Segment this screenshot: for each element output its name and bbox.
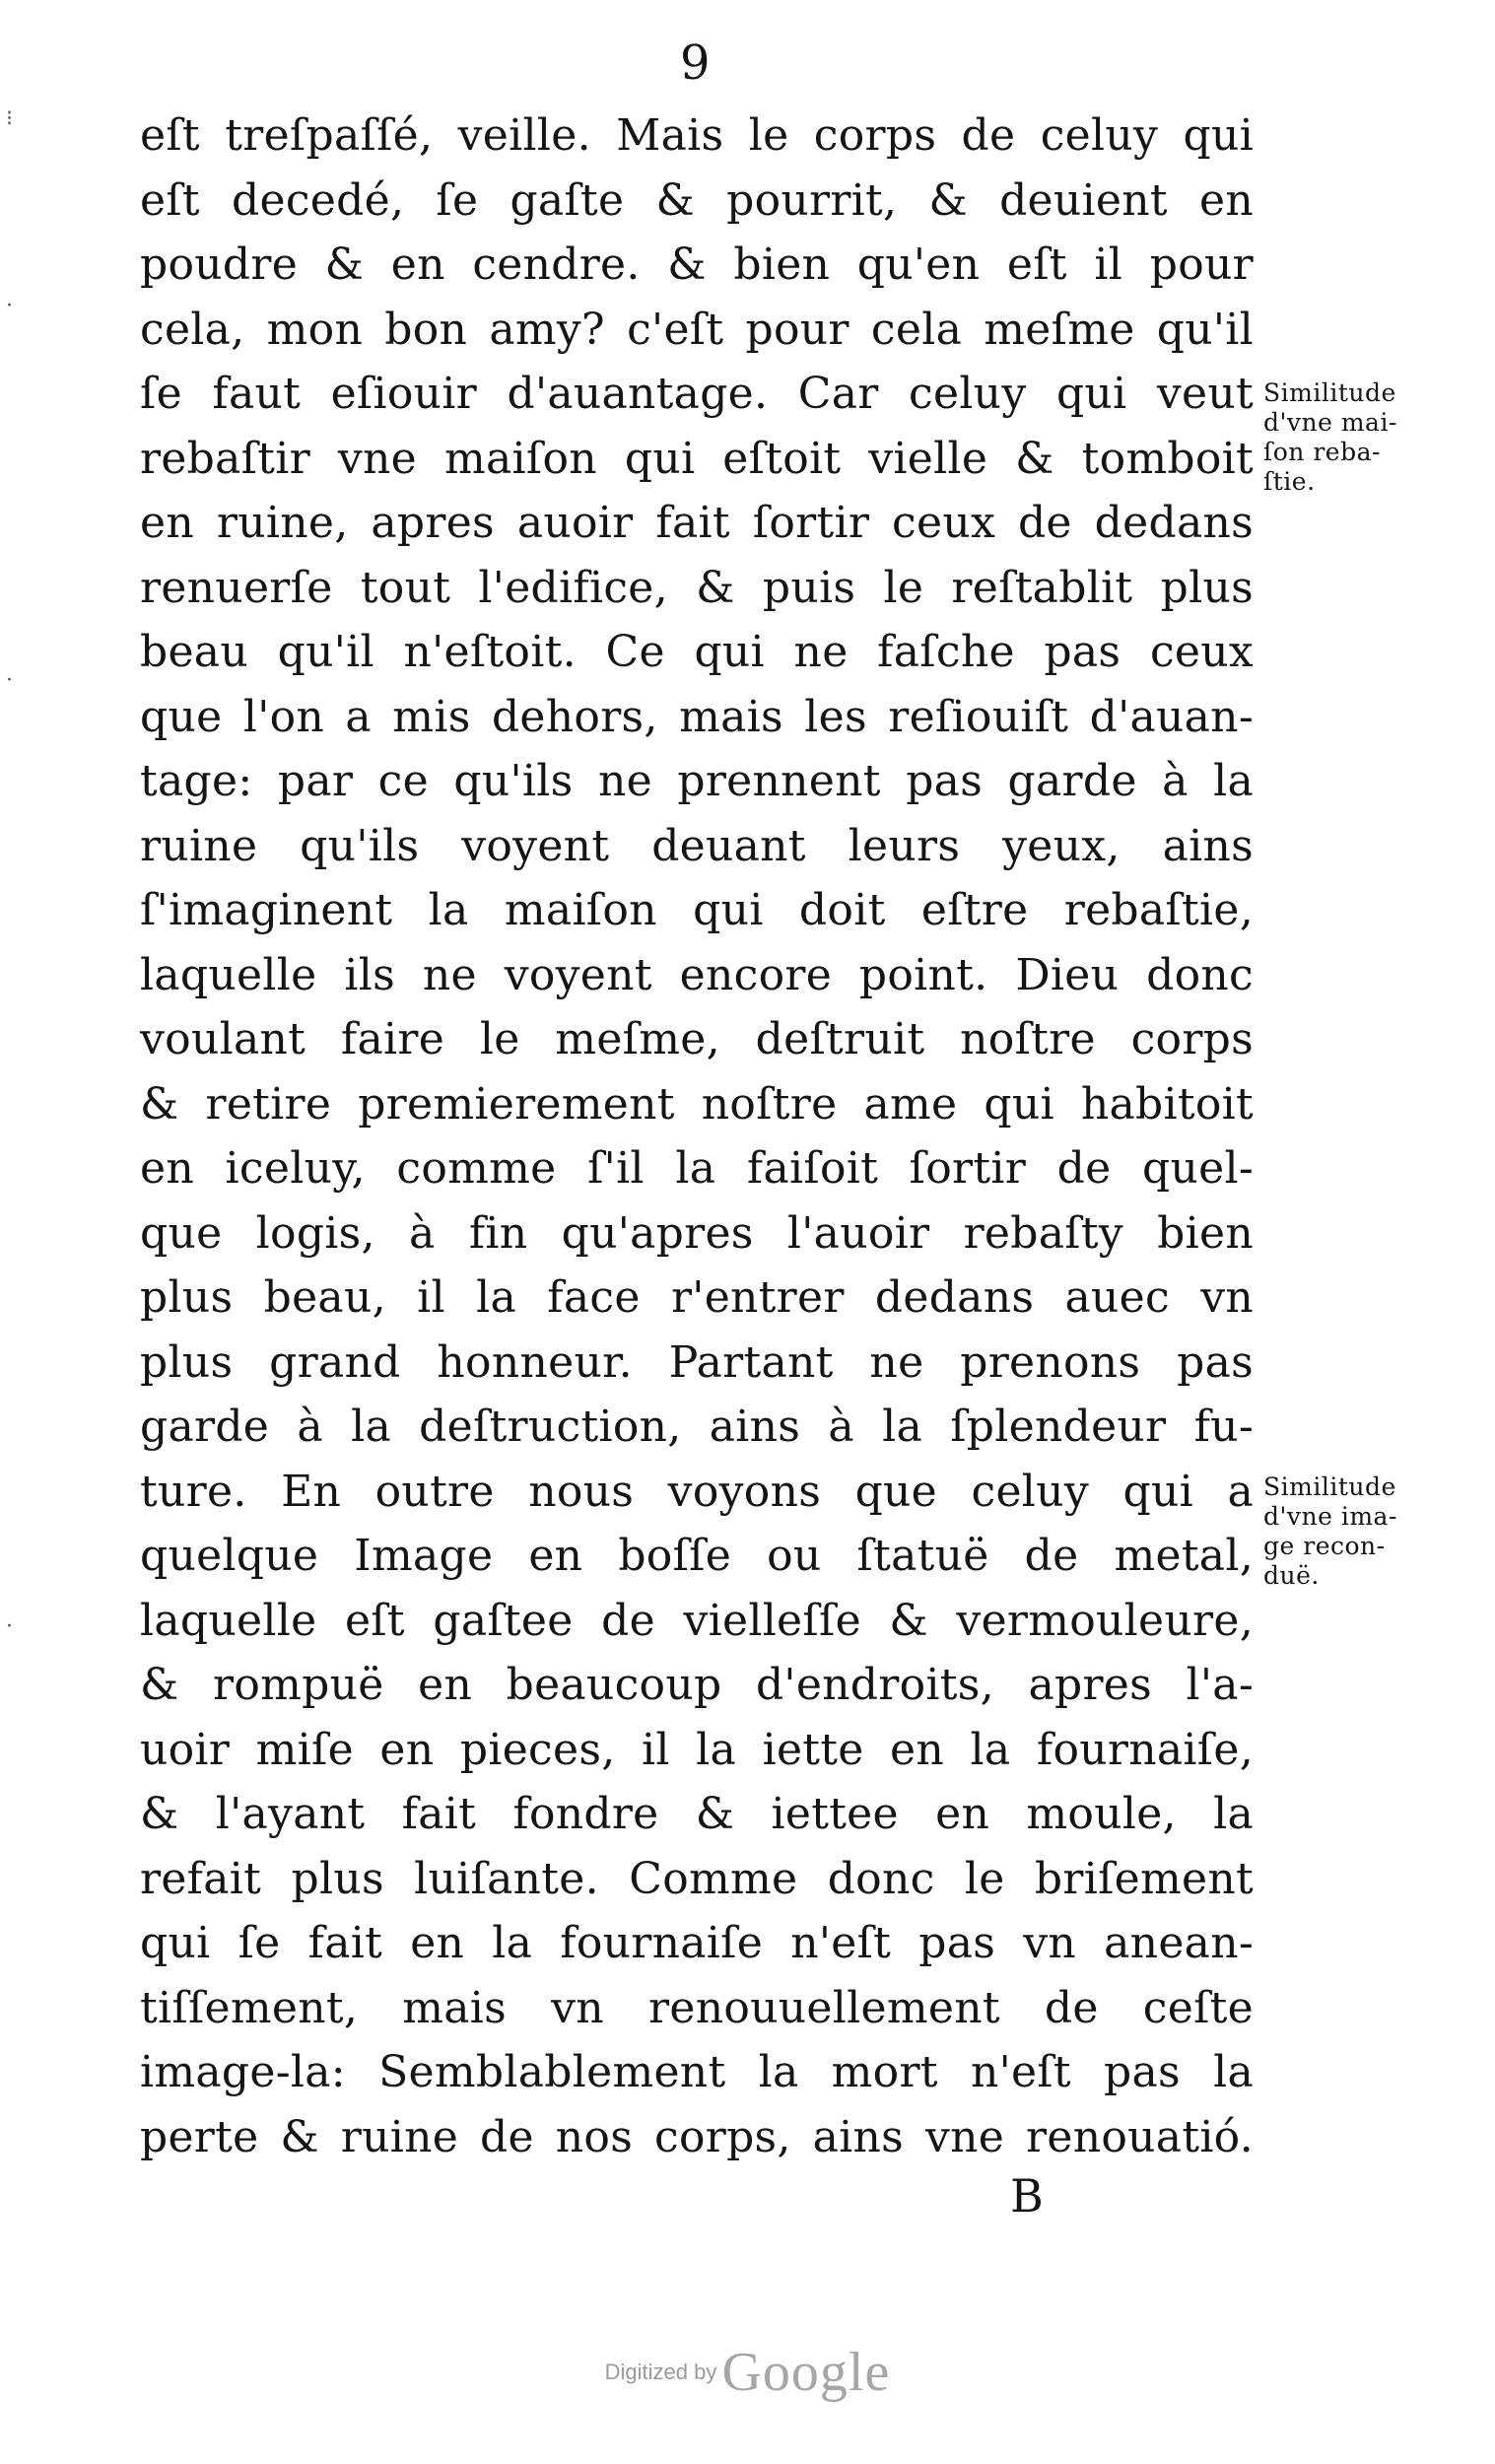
text-line: laquelle ils ne voyent encore point. Dieu donc xyxy=(140,949,1254,1000)
left-margin-speck: · xyxy=(6,668,13,693)
text-line: laquelle eſt gaſtee de vielleſſe & vermouleure, xyxy=(140,1595,1254,1646)
text-line: eſt treſpaſſé, veille. Mais le corps de celuy qui xyxy=(140,110,1254,161)
digitization-watermark xyxy=(0,2341,1495,2404)
text-line: eſt decedé, ſe gaſte & pourrit, & deuient en xyxy=(140,174,1254,226)
margin-note-line: d'vne mai- xyxy=(1263,408,1397,437)
page-number: 9 xyxy=(680,35,711,91)
text-line: cela, mon bon amy? c'eſt pour cela meſme qu'il xyxy=(140,304,1254,355)
text-line: tiſſement, mais vn renouuellement de ceſte xyxy=(140,1982,1254,2033)
text-line: en ruine, apres auoir fait ſortir ceux de dedans xyxy=(140,498,1254,548)
margin-note-house-simile xyxy=(1263,378,1480,497)
text-line: refait plus luiſante. Comme donc le briſement xyxy=(140,1853,1254,1904)
signature-mark: B xyxy=(1010,2169,1044,2223)
main-text-block xyxy=(140,103,1254,2169)
google-logo: Google xyxy=(721,2342,891,2403)
text-line: quelque Image en boſſe ou ſtatuë de metal, xyxy=(140,1531,1254,1581)
text-line: ruine qu'ils voyent deuant leurs yeux, ains xyxy=(140,820,1254,871)
margin-note-line: ge recon- xyxy=(1263,1532,1386,1560)
text-line: qui ſe fait en la fournaiſe n'eſt pas vn anean- xyxy=(140,1918,1254,1968)
digitized-label: Digitized by xyxy=(604,2360,717,2384)
text-line: garde à la deſtruction, ains à la ſplendeur fu- xyxy=(140,1402,1254,1452)
margin-note-line: duë. xyxy=(1263,1561,1320,1590)
text-line: & retire premierement noſtre ame qui habitoit xyxy=(140,1078,1254,1129)
text-line: plus beau, il la face r'entrer dedans auec vn xyxy=(140,1272,1254,1323)
text-line: voulant faire le meſme, deſtruit noſtre corps xyxy=(140,1014,1254,1064)
left-margin-speck: · xyxy=(6,1614,13,1639)
text-line: image-la: Semblablement la mort n'eſt pas la xyxy=(140,2047,1254,2097)
text-line: tage: par ce qu'ils ne prennent pas garde à la xyxy=(140,756,1254,806)
text-line: uoir miſe en pieces, il la iette en la fournaiſe, xyxy=(140,1724,1254,1775)
margin-note-line: d'vne ima- xyxy=(1263,1502,1397,1531)
text-line: en iceluy, comme ſ'il la faiſoit ſortir de quel- xyxy=(140,1143,1254,1194)
left-margin-speck: · xyxy=(6,294,13,318)
margin-note-line: ſon reba- xyxy=(1263,438,1381,466)
text-line: rebaſtir vne maiſon qui eſtoit vielle & tomboit xyxy=(140,433,1254,484)
margin-note-line: ſtie. xyxy=(1263,467,1316,496)
text-line: renuerſe tout l'edifice, & puis le reſtablit plus xyxy=(140,562,1254,613)
text-line: ſ'imaginent la maiſon qui doit eſtre rebaſtie, xyxy=(140,885,1254,935)
margin-note-image-simile xyxy=(1263,1472,1480,1591)
left-margin-speck: ⁝ xyxy=(6,106,13,131)
text-line: que l'on a mis dehors, mais les reſiouiſt d'auan- xyxy=(140,691,1254,742)
margin-note-line: Similitude xyxy=(1263,1472,1396,1501)
text-line: ture. En outre nous voyons que celuy qui a xyxy=(140,1466,1254,1517)
text-line: & l'ayant fait fondre & iettee en moule, la xyxy=(140,1789,1254,1839)
text-line: plus grand honneur. Partant ne prenons pas xyxy=(140,1336,1254,1388)
text-line: ſe faut eſiouir d'auantage. Car celuy qui veut xyxy=(140,369,1254,419)
text-line: & rompuë en beaucoup d'endroits, apres l'a- xyxy=(140,1660,1254,1710)
text-line: beau qu'il n'eſtoit. Ce qui ne faſche pas ceux xyxy=(140,627,1254,677)
text-line: poudre & en cendre. & bien qu'en eſt il pour xyxy=(140,240,1254,290)
text-line: que logis, à fin qu'apres l'auoir rebaſty bien xyxy=(140,1207,1254,1259)
margin-note-line: Similitude xyxy=(1263,378,1396,407)
text-line: perte & ruine de nos corps, ains vne renouatió. xyxy=(140,2111,1254,2162)
